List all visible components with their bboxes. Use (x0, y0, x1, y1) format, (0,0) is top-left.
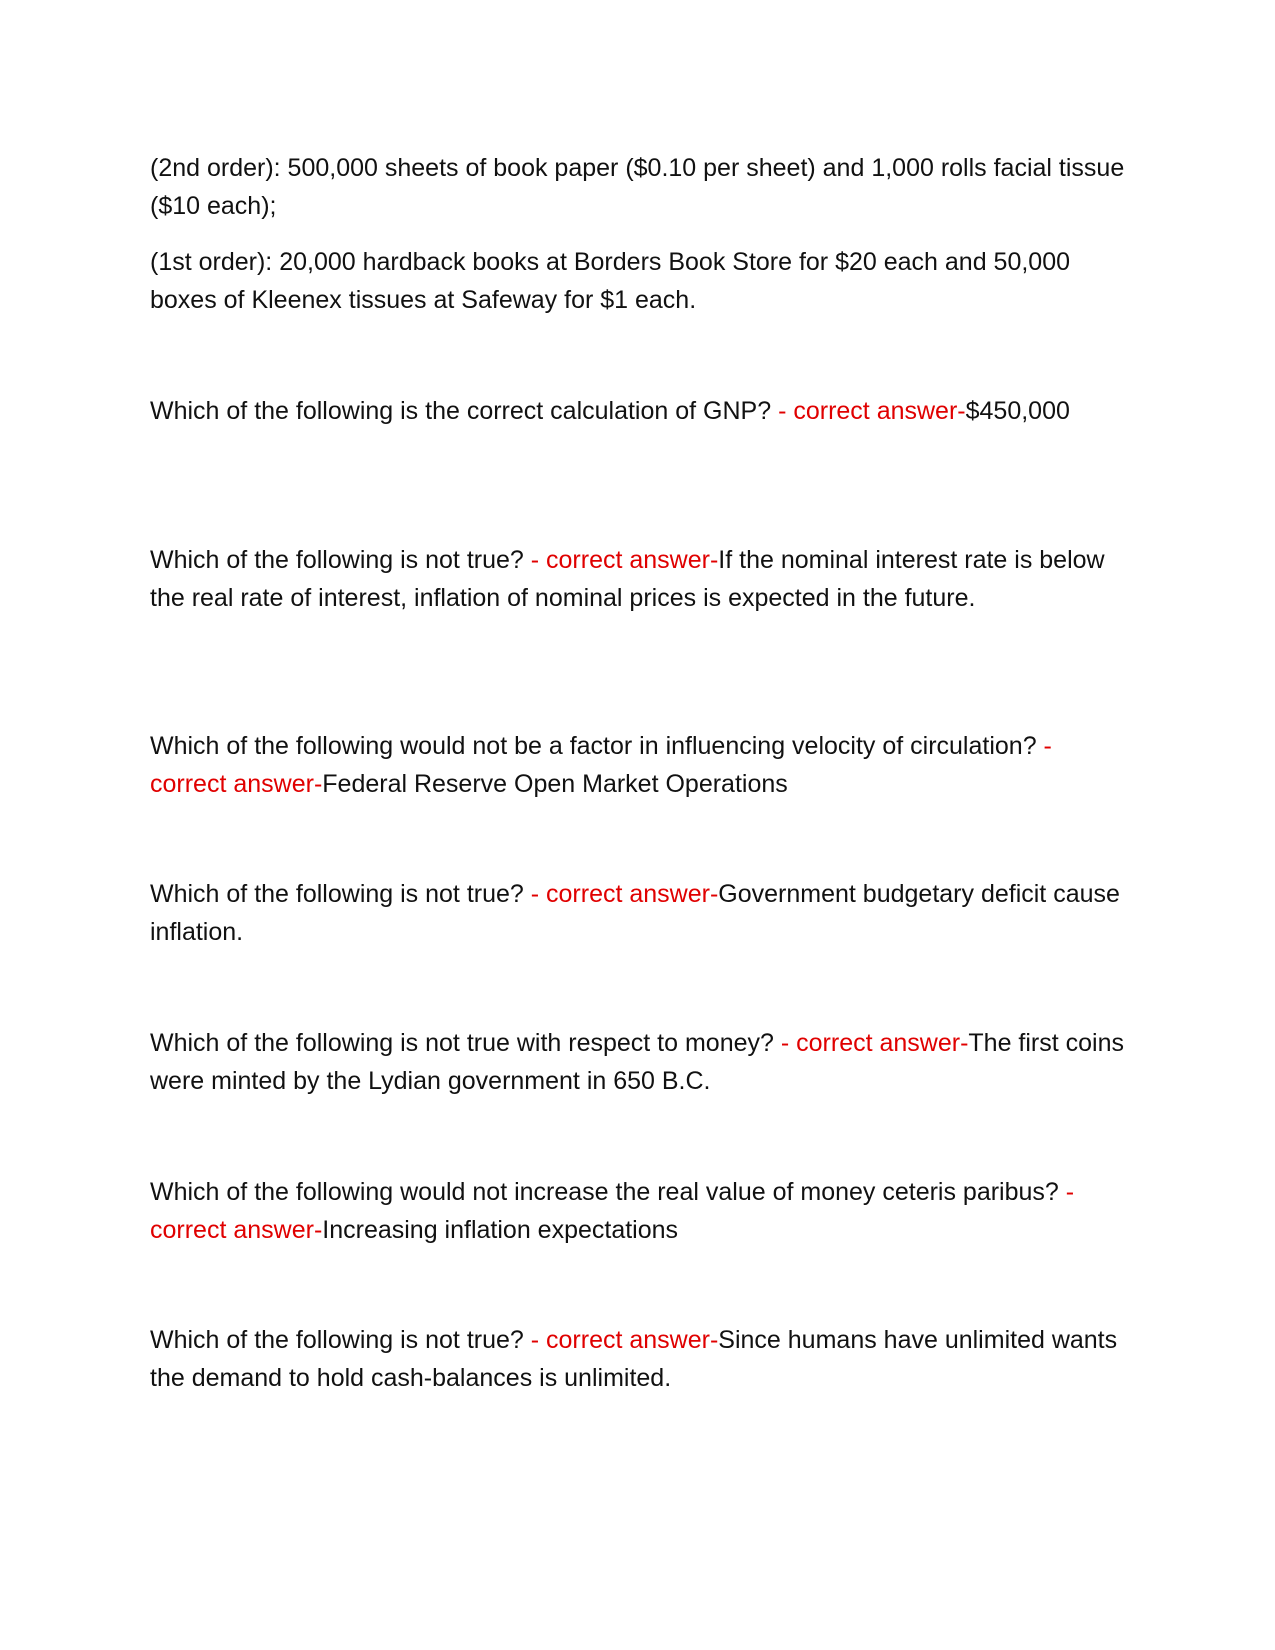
question-text: Which of the following is not true with respect to money? (150, 1029, 774, 1057)
question-text: Which of the following is not true? (150, 880, 524, 908)
question-text: Which of the following is not true? (150, 1326, 524, 1354)
first-order-paragraph: (1st order): 20,000 hardback books at Borders Book Store for $20 each and 50,000 boxes of Kleenex tissues at Safeway for $1 each. (150, 248, 1071, 314)
question-answer-2 (150, 541, 1135, 617)
answer-text: If the nominal interest rate is below the real rate of interest, inflation of nominal prices is expected in the future. (150, 546, 1105, 612)
correct-answer-marker: - correct answer- (150, 732, 1052, 798)
correct-answer-marker: - correct answer- (771, 397, 966, 425)
question-text: Which of the following would not increase the real value of money ceteris paribus? (150, 1178, 1059, 1206)
question-answer-5 (150, 1024, 1135, 1100)
correct-answer-marker: - correct answer- (773, 1029, 969, 1057)
correct-answer-marker: - correct answer- (150, 1178, 1075, 1244)
question-answer-4 (150, 875, 1135, 951)
answer-text: Government budgetary deficit cause inflation. (150, 880, 1120, 946)
question-text: Which of the following is not true? (150, 546, 524, 574)
question-answer-7 (150, 1321, 1135, 1397)
answer-text: Federal Reserve Open Market Operations (322, 770, 788, 798)
second-order-paragraph: (2nd order): 500,000 sheets of book paper ($0.10 per sheet) and 1,000 rolls facial tissue ($10 each); (150, 154, 1125, 220)
correct-answer-marker: - correct answer- (523, 880, 719, 908)
question-answer-3 (150, 727, 1135, 803)
answer-text: Since humans have unlimited wants the demand to hold cash-balances is unlimited. (150, 1326, 1118, 1392)
answer-text: $450,000 (965, 397, 1070, 425)
question-text: Which of the following is the correct calculation of GNP? (150, 397, 772, 425)
question-answer-1 (150, 392, 1135, 430)
question-text: Which of the following would not be a factor in influencing velocity of circulation? (150, 732, 1037, 760)
answer-text: Increasing inflation expectations (322, 1216, 679, 1244)
correct-answer-marker: - correct answer- (523, 1326, 719, 1354)
correct-answer-marker: - correct answer- (523, 546, 719, 574)
question-answer-6 (150, 1173, 1135, 1249)
answer-text: The first coins were minted by the Lydian government in 650 B.C. (150, 1029, 1125, 1095)
